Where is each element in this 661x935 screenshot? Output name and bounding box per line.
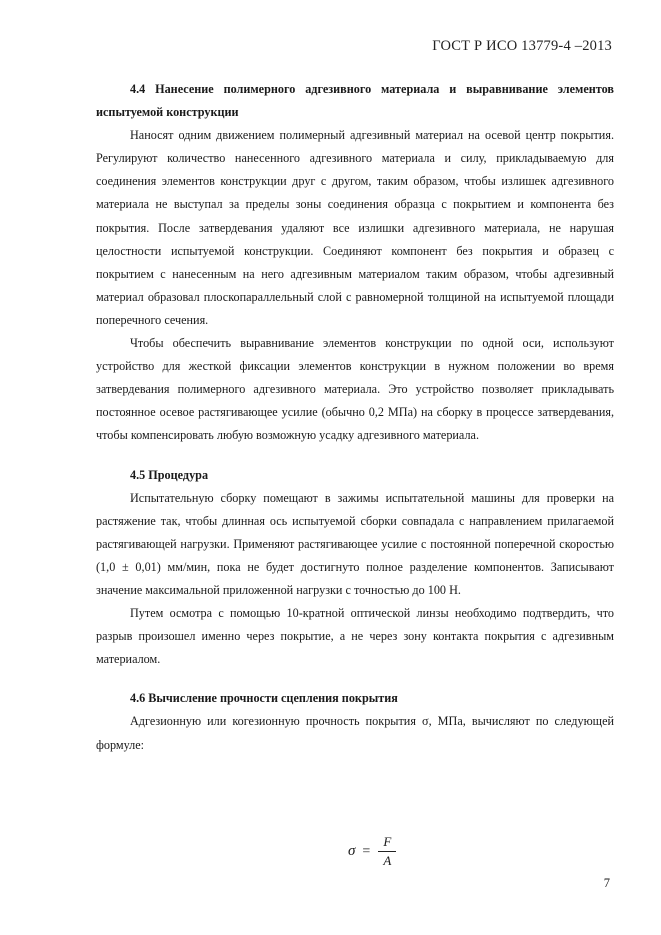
page-body xyxy=(96,78,614,757)
section-4-6-paragraph-1: Адгезионную или когезионную прочность покрытия σ, МПа, вычисляют по следующей формуле: xyxy=(96,714,614,752)
section-spacer xyxy=(96,671,614,687)
section-4-4-heading: 4.4 Нанесение полимерного адгезивного материала и выравнивание элементов испытуемой конструкции xyxy=(96,82,614,120)
formula-equals-sign: = xyxy=(362,843,371,859)
formula-fraction xyxy=(378,835,396,868)
section-spacer xyxy=(96,448,614,464)
section-4-4-paragraph-2: Чтобы обеспечить выравнивание элементов конструкции по одной оси, используют устройство для жесткой фиксации элементов конструкции в нужном положении во время затвердевания полимерного адгезивного материала. Это устройство позволяет прикладывать постоянное осевое растягивающее усилие (обычно 0,2 МПа) на сборку в процессе затвердевания, чтобы компенсировать любую возможную усадку адгезивного материала. xyxy=(96,336,614,443)
page-number: 7 xyxy=(603,876,610,890)
section-4-5-paragraph-2: Путем осмотра с помощью 10-кратной оптической линзы необходимо подтвердить, что разрыв произошел именно через покрытие, а не через зону контакта покрытия с адгезивным материалом. xyxy=(96,606,614,667)
strength-formula xyxy=(348,835,396,868)
formula-denominator: A xyxy=(383,853,392,868)
standard-header: ГОСТ Р ИСО 13779-4 –2013 xyxy=(432,38,612,54)
section-4-6-heading: 4.6 Вычисление прочности сцепления покрытия xyxy=(130,691,398,706)
formula-numerator: F xyxy=(383,834,392,849)
section-4-5-paragraph-1: Испытательную сборку помещают в зажимы испытательной машины для проверки на растяжение так, чтобы длинная ось испытуемой сборки совпадала с направлением прилагаемой растягивающей нагрузки. Применяют растягивающее усилие с постоянной поперечной скоростью (1,0 ± 0,01) мм/мин, пока не будет достигнуто полное разделение компонентов. Записывают значение максимальной приложенной нагрузки с точностью до 100 Н. xyxy=(96,490,614,597)
formula-sigma: σ xyxy=(348,843,356,859)
section-4-4-paragraph-1: Наносят одним движением полимерный адгезивный материал на осевой центр покрытия. Регулируют количество нанесенного адгезивного материала и силу, прикладываемую для соединения элементов конструкции друг с другом, таким образом, чтобы излишек адгезивного материала не выступал за пределы зоны соединения образца с покрытием и компонента без покрытия. После затвердевания удаляют все излишки адгезивного материала, не нарушая целостности испытуемой конструкции. Соединяют компонент без покрытия и образец с покрытием с нанесенным на него адгезивным материалом таким образом, чтобы адгезивный материал образовал плоскопараллельный слой с равномерной толщиной на испытуемой площади поперечного сечения. xyxy=(96,128,614,327)
section-4-5-heading: 4.5 Процедура xyxy=(130,467,209,482)
